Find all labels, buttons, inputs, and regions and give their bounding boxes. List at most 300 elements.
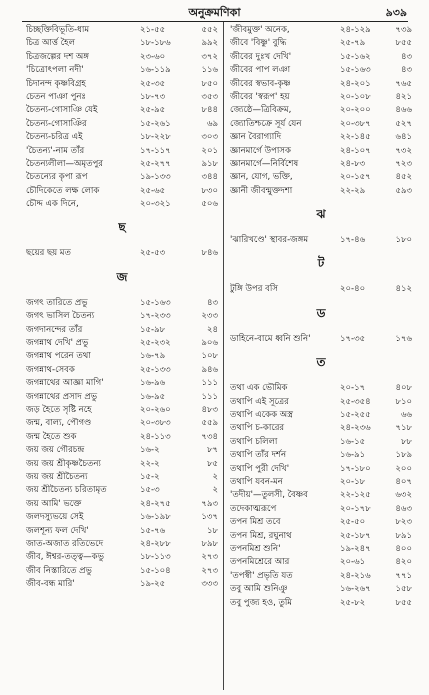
entry-reference: ১৫-৩ <box>140 485 160 496</box>
entry-reference: ২৫-৬৫ <box>140 185 166 196</box>
entry-reference: ১৫-২৫৫ <box>340 410 371 421</box>
entry-reference: ১৭-২৩৩ <box>140 311 171 322</box>
column-divider <box>223 22 224 690</box>
entry-page: ৮৯৮ <box>201 538 218 549</box>
entry-page: ১০৮ <box>201 351 218 362</box>
index-entry <box>230 283 412 296</box>
entry-page: ৪২১ <box>395 91 412 102</box>
entry-reference: ২৫-৭৯ <box>340 38 366 49</box>
entry-reference: ২০-৩৮৩ <box>140 418 171 429</box>
entry-reference: ২৪-১২৯ <box>340 25 371 35</box>
index-entry <box>26 458 218 471</box>
entry-page: ৮৯১ <box>395 530 412 541</box>
entry-page: ৪১২ <box>395 284 412 295</box>
section-gap <box>230 275 412 283</box>
entry-text: জ্ঞানমার্গে উপাসক <box>230 145 291 156</box>
entry-reference: ১৭-৪৬ <box>340 235 366 246</box>
entry-page: ৮২৩ <box>395 517 412 528</box>
entry-page: ২ <box>212 485 218 496</box>
index-entry <box>26 431 218 444</box>
entry-text: জীব, ঈশ্বর-তত্ত্ব—কভু <box>26 552 104 563</box>
entry-page: ৭২৩ <box>395 158 412 169</box>
entry-reference: ১৯-২৫ <box>140 579 166 590</box>
entry-page: ৮৪৬ <box>201 248 218 259</box>
entry-page: ৭৭১ <box>395 570 412 581</box>
entry-text: চৈতন্য-গোসাঞিঁর <box>26 118 87 129</box>
entry-page: ৩৭২ <box>201 51 218 62</box>
index-entry <box>26 198 218 211</box>
entry-text: তথাপি এই সূত্রের <box>230 396 289 407</box>
index-entry <box>26 337 218 350</box>
entry-text: জড় হৈতে সৃষ্টি নহে <box>26 404 92 415</box>
entry-reference: ২৪-২১৬ <box>340 570 371 581</box>
section-gap <box>26 261 218 269</box>
entry-reference: ১৬-১৯৮ <box>140 512 171 523</box>
entry-page: ৮৩০ <box>201 185 218 196</box>
entry-page: ৮১০ <box>395 396 412 407</box>
header-rule <box>22 21 408 22</box>
entry-text: 'তপস্বী' প্রভৃতি যত <box>230 570 293 581</box>
entry-reference: ২১-৫৫ <box>140 25 166 35</box>
index-entry <box>26 64 218 77</box>
entry-page: ৬৬ <box>400 410 412 421</box>
entry-reference: ১৫-২ <box>140 471 160 482</box>
entry-text: তথাপি চলিলা <box>230 436 278 447</box>
entry-text: তথাপি যবন-মন <box>230 476 283 487</box>
entry-reference: ২৫-১৮৭ <box>340 530 371 541</box>
index-entry <box>26 24 218 37</box>
entry-text: চৈতন্যের কৃপা রূপ <box>26 172 88 183</box>
index-entry <box>26 364 218 377</box>
index-entry <box>230 503 412 516</box>
entry-page: ৮৪৪ <box>201 105 218 116</box>
entry-page: ৪০৮ <box>395 383 412 394</box>
index-entry <box>26 247 218 260</box>
entry-reference: ২২-২ <box>140 458 160 469</box>
entry-page: ২ <box>212 471 218 482</box>
entry-text: চিত্রজল্পের দশ অঙ্গ <box>26 51 89 62</box>
entry-page: ৪৬৩ <box>395 503 412 514</box>
section-letter: ড <box>316 305 326 320</box>
entry-page: ৩৪৪ <box>201 172 218 183</box>
entry-text: তপন মিশ্র তবে <box>230 517 281 528</box>
entry-text: তবু পুজ্য হও, তুমি <box>230 597 293 608</box>
index-entry <box>26 404 218 417</box>
entry-reference: ১৮-১৮৬ <box>140 38 171 49</box>
entry-text: জাত-অজাত রতিভেদে <box>26 538 104 549</box>
entry-page: ৮৮ <box>400 436 412 447</box>
entry-reference: ১৬-২ <box>140 445 160 456</box>
entry-reference: ১৫-১৬২ <box>340 51 371 62</box>
entry-text: 'জীবমুক্ত' অনেক, <box>230 25 290 35</box>
entry-page: ৭৬৫ <box>395 78 412 89</box>
entry-page: ৮৭ <box>206 445 218 456</box>
entry-text: জীবের স্বভাব-কৃষ্ণ <box>230 78 291 89</box>
entry-reference: ১৫-১০৪ <box>140 565 171 576</box>
entry-page: ৮৫ <box>206 458 218 469</box>
page-title: অনুক্রমণিকা <box>188 6 241 19</box>
index-entry <box>230 131 412 144</box>
entry-text: জগৎ তারিতে প্রভু <box>26 297 88 308</box>
entry-reference: ১৬-৯৫ <box>140 391 166 402</box>
entry-text: 'চিত্রোৎপলা নদী' <box>26 65 84 76</box>
index-entry <box>26 498 218 511</box>
entry-reference: ১৮-১১৩ <box>140 552 171 563</box>
index-entry <box>26 417 218 430</box>
section-gap <box>26 211 218 219</box>
index-entry <box>26 565 218 578</box>
entry-reference: ২০-৪০ <box>340 284 366 295</box>
index-entry <box>230 64 412 77</box>
entry-text: চিত্র আর্ত্ত হৈল <box>26 38 75 49</box>
entry-reference: ২০-১০৮ <box>340 91 371 102</box>
entry-reference: ১৬-৭৯ <box>140 351 166 362</box>
entry-page: ৪৩ <box>206 297 218 308</box>
entry-reference: ২২-১৪৫ <box>340 132 371 143</box>
entry-text: জয় জয় গৌরচন্দ্র <box>26 445 85 456</box>
entry-reference: ২৫-২৭৭ <box>140 158 171 169</box>
entry-page: ১৩৭ <box>201 512 218 523</box>
index-entry <box>230 78 412 91</box>
entry-text: ডাহিনে-বামে ধ্বনি শুনি' <box>230 333 311 344</box>
index-entry <box>26 91 218 104</box>
entry-page: ২০১ <box>201 145 218 156</box>
entry-reference: ২৪-৮৩ <box>340 158 366 169</box>
entry-page: ৯১৮ <box>201 158 218 169</box>
entry-reference: ২৪-১০৭ <box>340 145 371 156</box>
entry-text: জয় জয় শ্রীকৃষ্ণচৈতন্য <box>26 458 101 469</box>
section-letter: ছ <box>118 220 126 235</box>
entry-text: চেতন পাঞা পুনঃ <box>26 91 86 102</box>
entry-reference: ১৬-৯৬ <box>140 378 166 389</box>
entry-text: তপন মিশ্র, রঘুনাথ <box>230 530 292 541</box>
index-entry <box>230 24 412 37</box>
entry-text: জীব নিস্তারিতে প্রভু <box>26 565 92 576</box>
entry-text: 'ঝারিখণ্ডে' স্থাবর-জঙ্গম <box>230 235 309 246</box>
entry-text: তবু আমি শুনিঞু <box>230 584 288 595</box>
entry-reference: ২৫-৯৫ <box>140 105 166 116</box>
entry-text: জগন্নাথ পরেন তথা <box>26 351 91 362</box>
entry-page: ৫২৭ <box>395 118 412 129</box>
entry-page: ৯০৬ <box>201 338 218 349</box>
index-entry <box>26 511 218 524</box>
entry-reference: ১৬-২৬৭ <box>340 584 371 595</box>
entry-page: ২৭৩ <box>201 565 218 576</box>
entry-page: ৬৩২ <box>395 490 412 501</box>
index-entry <box>230 382 412 395</box>
entry-reference: ২২-২৯ <box>340 185 366 196</box>
entry-page: ৪০৭ <box>395 476 412 487</box>
entry-text: চৌদ্দ এক দিনে, <box>26 199 79 210</box>
section-letter: ট <box>317 256 325 271</box>
entry-text: জয় শ্রীচৈতন্য চরিতামৃত <box>26 485 107 496</box>
index-entry <box>26 350 218 363</box>
entry-page: ১১১ <box>201 391 218 402</box>
entry-page: ২৩৩ <box>201 311 218 322</box>
section-letter: জ <box>116 269 128 284</box>
entry-text: 'তদীয়'—তুলসী, বৈষ্ণব <box>230 490 308 501</box>
section-letter: ঝ <box>316 207 326 222</box>
index-entry <box>230 118 412 131</box>
entry-reference: ১৬-১১৯ <box>140 65 171 76</box>
index-entry <box>230 333 412 346</box>
entry-text: জ্যেষ্ঠে—ত্রিবিক্রম, <box>230 105 292 116</box>
entry-text: চিচ্ছক্তিবিভূতি-ধাম <box>26 25 90 35</box>
entry-page: ৮৫০ <box>201 78 218 89</box>
entry-page: ৮৫৫ <box>395 597 412 608</box>
section-gap <box>230 198 412 206</box>
entry-text: জ্ঞান বৈরাগ্যাদি <box>230 132 282 143</box>
index-entry <box>26 78 218 91</box>
entry-page: ১১৬ <box>201 65 218 76</box>
entry-text: তথাপি তাঁর দর্শন <box>230 450 287 461</box>
entry-page: ১৮০ <box>395 235 412 246</box>
entry-reference: ১৭-১১৭ <box>140 145 171 156</box>
index-entry <box>230 530 412 543</box>
section-gap <box>230 297 412 305</box>
entry-reference: ২৪-২৮৮ <box>140 538 171 549</box>
index-entry <box>26 471 218 484</box>
index-entry <box>230 104 412 117</box>
section-gap <box>26 289 218 297</box>
entry-reference: ২৪-১১৩ <box>140 431 171 442</box>
entry-page: ৩৫৩ <box>201 91 218 102</box>
index-entry <box>230 422 412 435</box>
entry-reference: ১৫-২৬১ <box>140 118 171 129</box>
entry-text: জগদানন্দের তাঁর <box>26 324 83 335</box>
entry-page: ২৪ <box>206 324 218 335</box>
entry-reference: ২০-১৭৮ <box>340 503 371 514</box>
entry-text: জগন্নাথের প্রসাদ প্রভু <box>26 391 98 402</box>
entry-page: ৩০৩ <box>201 132 218 143</box>
index-entry <box>230 396 412 409</box>
index-entry <box>230 51 412 64</box>
entry-text: জীবে 'বিষ্ণু' বুদ্ধি <box>230 38 287 49</box>
index-entry <box>26 551 218 564</box>
entry-page: ৭৩৯ <box>395 25 412 35</box>
entry-text: চৌদিকেতে লক্ষ লোক <box>26 185 100 196</box>
entry-page: ১৮ <box>206 525 218 536</box>
entry-text: জগন্নাথ-সেবক <box>26 364 75 375</box>
section-letter: ত <box>316 355 326 370</box>
index-entry <box>26 185 218 198</box>
entry-reference: ১৫-১৬৩ <box>340 65 371 76</box>
entry-text: জ্ঞানমার্গে—নির্বিশেষ <box>230 158 299 169</box>
index-entry <box>26 37 218 50</box>
index-entry <box>230 489 412 502</box>
entry-reference: ১৫-৭৬ <box>140 525 166 536</box>
index-entry <box>230 516 412 529</box>
section-gap <box>26 239 218 247</box>
index-entry <box>230 543 412 556</box>
entry-text: জীবের 'স্বরূপ' হয় <box>230 91 290 102</box>
entry-reference: ২৪-২৩৬ <box>340 423 371 434</box>
entry-text: জ্যোতিশ্চক্রে সূর্য যেন <box>230 118 302 129</box>
entry-text: জগন্নাথ দেখি' প্রভু <box>26 338 89 349</box>
entry-page: ১১১ <box>201 378 218 389</box>
entry-reference: ২২-১২৫ <box>340 490 371 501</box>
entry-text: ছয়ের ছয় মত <box>26 248 71 259</box>
index-entry <box>230 449 412 462</box>
index-entry <box>230 476 412 489</box>
entry-text: তথা এক ভৌমিক <box>230 383 288 394</box>
index-entry <box>230 463 412 476</box>
entry-text: তপনমিশ্রেরে আর <box>230 557 290 568</box>
entry-page: ৪৮৩ <box>201 404 218 415</box>
index-entry <box>26 538 218 551</box>
entry-text: চৈতন্যলীলা—অমৃতপুর <box>26 158 103 169</box>
index-entry <box>26 444 218 457</box>
entry-page: ৯৯২ <box>201 38 218 49</box>
index-entry <box>26 525 218 538</box>
index-entry <box>26 171 218 184</box>
entry-reference: ২৪-২০১ <box>340 78 371 89</box>
entry-page: ৫৯৩ <box>395 185 412 196</box>
section-gap <box>230 325 412 333</box>
index-entry <box>26 145 218 158</box>
entry-reference: ১৭-৩৫ <box>340 333 366 344</box>
entry-text: জলদস্যুভয়ে সেই <box>26 512 84 523</box>
left-index-column <box>26 24 218 591</box>
entry-page: ৫৫৯ <box>201 418 218 429</box>
entry-page: ১৮৯ <box>395 450 412 461</box>
entry-page: ৮৫৫ <box>395 38 412 49</box>
entry-page: ৯৪৬ <box>201 364 218 375</box>
entry-text: চিদানন্দ কৃষ্ণবিগ্রহ <box>26 78 86 89</box>
entry-reference: ১৯-১৩৩ <box>140 172 171 183</box>
index-entry <box>230 409 412 422</box>
index-entry <box>230 91 412 104</box>
entry-text: জন্ম হৈতে শুক <box>26 431 77 442</box>
entry-reference: ২০-২০০ <box>340 105 371 116</box>
entry-page: ৫৫২ <box>201 25 218 35</box>
index-entry <box>26 377 218 390</box>
entry-text: জয় জয় শ্রীচৈতন্য <box>26 471 88 482</box>
index-entry <box>230 597 412 610</box>
entry-text: জলশূন্য ফল দেখি' <box>26 525 89 536</box>
right-index-column <box>230 24 412 610</box>
entry-reference: ২৫-১৩৩ <box>140 364 171 375</box>
section-gap <box>230 374 412 382</box>
page-number: ৯৩৯ <box>385 6 407 19</box>
index-entry <box>230 583 412 596</box>
entry-page: ৬৯ <box>206 118 218 129</box>
index-entry <box>230 185 412 198</box>
entry-reference: ২৫-২৩২ <box>140 338 171 349</box>
entry-reference: ২০-৬১ <box>340 557 366 568</box>
entry-reference: ২৪-২৭৫ <box>140 498 171 509</box>
entry-reference: ১৯-২৪৭ <box>340 543 371 554</box>
entry-page: ৪০০ <box>395 543 412 554</box>
entry-text: তপনমিশ্র শুনি' <box>230 543 281 554</box>
index-entry <box>26 297 218 310</box>
entry-text: জন্ম, বাল্য, পৌগণ্ড <box>26 418 92 429</box>
entry-reference: ১৫-৯৮ <box>140 324 166 335</box>
entry-text: টুঙ্গি উপর বসি <box>230 284 278 295</box>
entry-text: জীবের পাপ লঞা <box>230 65 291 76</box>
entry-page: ৭১৮ <box>395 423 412 434</box>
entry-text: চৈতন্য-চরিত্র এই <box>26 132 83 143</box>
entry-text: চৈতন্য-গোসাঞি যেই <box>26 105 98 116</box>
entry-text: তথাপি একেক অস্ত্র <box>230 410 293 421</box>
entry-reference: ২০-১৫৭ <box>340 172 371 183</box>
index-entry <box>26 484 218 497</box>
entry-text: জীবের দুঃখ দেখি' <box>230 51 292 62</box>
index-entry <box>230 436 412 449</box>
entry-reference: ২৩-৬০ <box>140 51 166 62</box>
entry-page: ৬৪১ <box>395 132 412 143</box>
entry-reference: ২০-৩২১ <box>140 199 171 210</box>
index-entry <box>230 158 412 171</box>
index-entry <box>230 570 412 583</box>
index-entry <box>230 145 412 158</box>
index-entry <box>26 310 218 323</box>
entry-text: জগন্নাথের আজ্ঞা মাগি' <box>26 378 104 389</box>
entry-page: ১৫৮ <box>395 584 412 595</box>
entry-page: ২০০ <box>395 463 412 474</box>
index-entry <box>230 556 412 569</box>
entry-reference: ২৫-৩৫ <box>140 78 166 89</box>
entry-text: তদেকাত্মরূপে <box>230 503 277 514</box>
entry-reference: ২০-২৬০ <box>140 404 171 415</box>
entry-text: জ্ঞানী জীবন্মুক্তদশা <box>230 185 293 196</box>
index-entry <box>26 324 218 337</box>
section-gap <box>230 346 412 354</box>
entry-reference: ২০-১৭ <box>340 383 366 394</box>
section-gap <box>230 226 412 234</box>
entry-reference: ২৫-৫৩ <box>140 248 166 259</box>
entry-text: জগৎ ভাসিল চৈতন্য <box>26 311 95 322</box>
entry-page: ৪৫২ <box>395 172 412 183</box>
entry-page: ৭৯৩ <box>201 498 218 509</box>
index-entry <box>26 131 218 144</box>
entry-page: ৪৩ <box>400 65 412 76</box>
entry-reference: ১৮-৭৩ <box>140 91 166 102</box>
index-entry <box>26 51 218 64</box>
index-entry <box>230 37 412 50</box>
entry-reference: ১৬-১৫ <box>340 436 366 447</box>
entry-reference: ১৭-১৮০ <box>340 463 371 474</box>
entry-text: জ্ঞান, যোগ, ভক্তি, <box>230 172 293 183</box>
index-entry <box>26 391 218 404</box>
index-entry <box>230 171 412 184</box>
entry-page: ৪৩ <box>400 51 412 62</box>
entry-page: ৭৩৪ <box>201 431 218 442</box>
entry-page: ২৭৩ <box>201 552 218 563</box>
entry-page: ৩৩৩ <box>201 579 218 590</box>
entry-text: তথাপি চ-কারের <box>230 423 285 434</box>
entry-reference: ১৬-৯১ <box>340 450 366 461</box>
entry-reference: ২০-৩৮৭ <box>340 118 371 129</box>
entry-text: জীব-বন্ধ মারি' <box>26 579 75 590</box>
index-entry <box>26 578 218 591</box>
index-entry <box>26 158 218 171</box>
index-entry <box>26 104 218 117</box>
entry-page: ৪৬৬ <box>395 105 412 116</box>
index-entry <box>230 234 412 247</box>
entry-reference: ২৫-৮২ <box>340 597 366 608</box>
entry-page: ৫০৬ <box>201 199 218 210</box>
entry-text: তথাপি পুরী দেখি' <box>230 463 290 474</box>
entry-reference: ১৫-১৬৩ <box>140 297 171 308</box>
entry-reference: ২৫-৫০ <box>340 517 366 528</box>
entry-reference: ২৫-৩৫৪ <box>340 396 371 407</box>
section-gap <box>230 247 412 255</box>
entry-page: ৭৩২ <box>395 145 412 156</box>
entry-reference: ২০-১৮ <box>340 476 366 487</box>
entry-text: জয় আমি' ভক্তে <box>26 498 82 509</box>
index-entry <box>26 118 218 131</box>
